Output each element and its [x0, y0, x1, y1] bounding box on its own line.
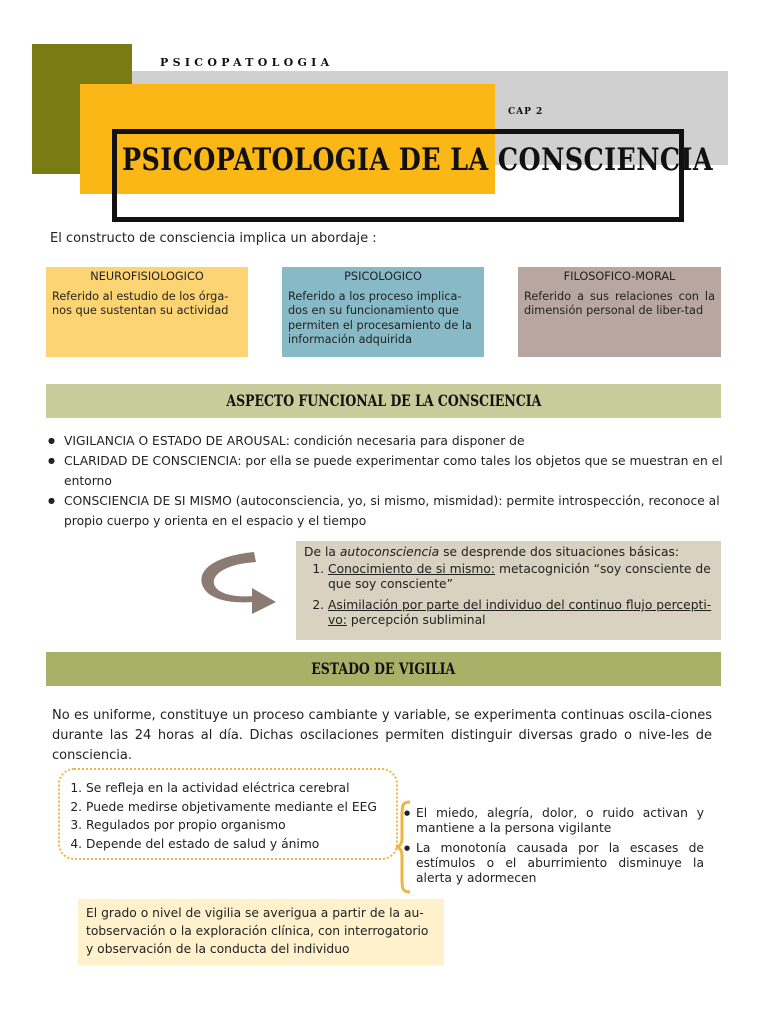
page-title: PSICOPATOLOGIA DE LA CONSCIENCIA — [122, 142, 713, 178]
vigilia-final-note: El grado o nivel de vigilia se averigua a partir de la au-tobservación o la exploración clínica, con interrogatorio y observación de la conducta del individuo — [78, 899, 444, 965]
chapter-label: CAP 2 — [508, 107, 544, 117]
vigilia-side-list — [404, 806, 704, 891]
category-psicologico — [282, 267, 484, 357]
item-rest: percepción subliminal — [346, 613, 486, 627]
section-header-aspecto-funcional — [46, 384, 721, 418]
list-item: 3. Regulados por propio organismo — [86, 816, 377, 835]
category-text: Referido a los proceso implica-dos en su funcionamiento que permiten el procesamiento de la información adquirida — [288, 289, 472, 346]
section-header-estado-vigilia — [46, 652, 721, 686]
section-title: ASPECTO FUNCIONAL DE LA CONSCIENCIA — [226, 391, 541, 410]
category-text: Referido a sus relaciones con la dimensión personal de liber-tad — [524, 289, 715, 317]
item-underlined: Asimilación por parte del individuo del continuo flujo percepti-vo: — [328, 598, 712, 627]
section-title: ESTADO DE VIGILIA — [311, 659, 456, 678]
list-item: ● El miedo, alegría, dolor, o ruido activan y mantiene a la persona vigilante — [404, 806, 704, 836]
category-text: Referido al estudio de los órga-nos que sustentan su actividad — [52, 289, 229, 317]
item-rest: metacognición “soy consciente de que soy consciente” — [328, 562, 711, 591]
list-item: ● VIGILANCIA O ESTADO DE AROUSAL: condición necesaria para disponer de — [46, 431, 726, 451]
functional-aspects-list — [46, 431, 726, 531]
auto-lead-post: se desprende dos situaciones básicas: — [439, 545, 680, 559]
list-item: 1. Se refleja en la actividad eléctrica cerebral — [86, 779, 377, 798]
autoconsciencia-box — [296, 541, 721, 640]
list-item — [328, 562, 713, 592]
category-neurofisiologico — [46, 267, 248, 357]
list-item: ● CONSCIENCIA DE SI MISMO (autoconsciencia, yo, si mismo, mismidad): permite introspección, reconoce al propio cuerpo y orienta en el espacio y el tiempo — [46, 491, 726, 531]
list-item: ● La monotonía causada por la escases de estímulos o el aburrimiento disminuye la alerta y adormecen — [404, 841, 704, 886]
auto-lead-em: autoconsciencia — [339, 545, 440, 559]
vigilia-paragraph: No es uniforme, constituye un proceso cambiante y variable, se experimenta continuas oscila-ciones durante las 24 horas al día. Dichas oscilaciones permiten distinguir diversas grado o nive-les de consciencia. — [52, 708, 712, 763]
item-underlined: Conocimiento de si mismo: — [328, 562, 496, 576]
category-title: NEUROFISIOLOGICO — [90, 270, 204, 283]
category-title: PSICOLOGICO — [344, 270, 422, 283]
list-item: ● CLARIDAD DE CONSCIENCIA: por ella se puede experimentar como tales los objetos que se muestran en el entorno — [46, 451, 726, 491]
vigilia-numbered-list — [66, 779, 377, 853]
category-title: FILOSOFICO-MORAL — [563, 270, 676, 283]
curved-arrow-icon — [196, 548, 282, 618]
header-kicker: PSICOPATOLOGIA — [160, 56, 334, 69]
auto-lead — [304, 545, 713, 560]
category-filosofico-moral — [518, 267, 721, 357]
auto-list — [304, 562, 713, 628]
auto-lead-pre: De la — [304, 545, 340, 559]
list-item: 2. Puede medirse objetivamente mediante el EEG — [86, 798, 377, 817]
list-item: 4. Depende del estado de salud y ánimo — [86, 835, 377, 854]
list-item — [328, 598, 713, 628]
intro-text: El constructo de consciencia implica un abordaje : — [50, 231, 377, 246]
